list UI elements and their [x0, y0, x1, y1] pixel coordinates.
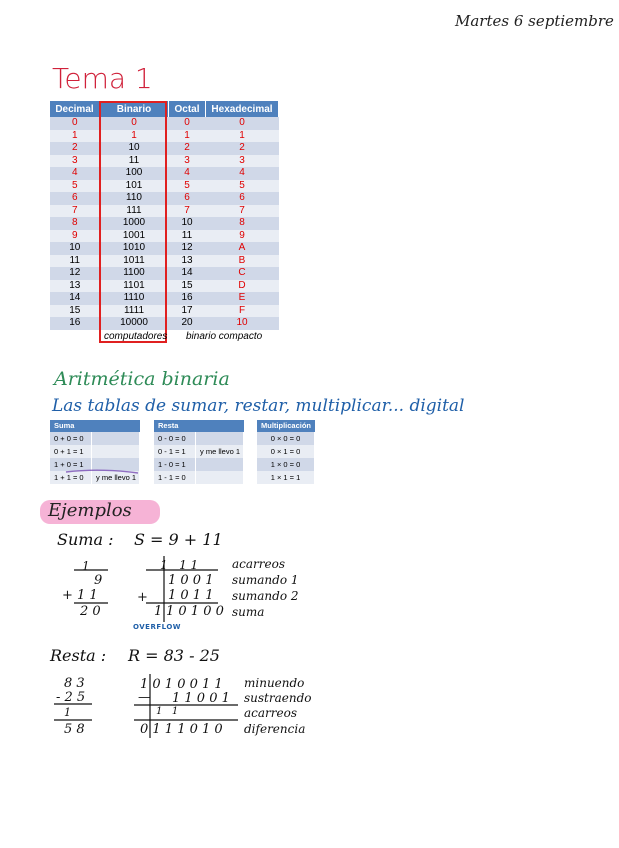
suma-expression: S = 9 + 11 [134, 530, 223, 549]
label-suma: suma [232, 605, 265, 619]
hex-cell: 3 [206, 155, 279, 168]
octal-cell: 2 [169, 142, 206, 155]
op-cell: 0 + 0 = 0 [50, 432, 92, 445]
decimal-cell: 14 [50, 292, 100, 305]
octal-cell: 0 [169, 117, 206, 130]
suma-table-marker-stroke [66, 470, 138, 473]
decimal-cell: 3 [50, 155, 100, 168]
dec-result: 2 0 [80, 604, 101, 619]
resta-dec-a: 8 3 [64, 676, 85, 691]
resta-bin-borrow: 1 1 [156, 706, 179, 717]
label-sumando-1: sumando 1 [232, 573, 299, 587]
resta-bin-result: 0 1 1 1 0 1 0 [140, 722, 223, 737]
op-cell: 0 - 1 = 1 [154, 445, 196, 458]
binario-cell: 10 [100, 142, 169, 155]
op-cell: 1 - 1 = 0 [154, 471, 196, 484]
decimal-cell: 10 [50, 242, 100, 255]
binario-cell: 10000 [100, 317, 169, 330]
bin-overflow-digit: 1 [154, 604, 163, 619]
label-acarreos-resta: acarreos [244, 706, 297, 720]
tablas-note: Las tablas de sumar, restar, multiplicar... digital [52, 396, 465, 416]
octal-cell: 14 [169, 267, 206, 280]
binario-cell: 11 [100, 155, 169, 168]
caption-binario-compacto: binario compacto [186, 331, 263, 342]
binario-cell: 111 [100, 205, 169, 218]
bin-operand-a: 1 0 0 1 [168, 573, 214, 588]
hex-cell: 1 [206, 130, 279, 143]
hex-cell: 2 [206, 142, 279, 155]
caption-computadores: computadores [104, 331, 168, 342]
hex-cell: 5 [206, 180, 279, 193]
binario-cell: 100 [100, 167, 169, 180]
label-diferencia: diferencia [244, 722, 306, 736]
resta-bin-a: 1 0 1 0 0 1 1 [140, 677, 223, 692]
octal-cell: 3 [169, 155, 206, 168]
resta-dec-borrow: 1 [64, 706, 71, 719]
resta-bin-b: 1 1 0 0 1 [172, 691, 230, 706]
label-sustraendo: sustraendo [244, 691, 312, 705]
col-header-decimal: Decimal [50, 101, 100, 117]
octal-cell: 12 [169, 242, 206, 255]
binario-cell: 1100 [100, 267, 169, 280]
hex-cell: C [206, 267, 279, 280]
octal-cell: 1 [169, 130, 206, 143]
decimal-cell: 8 [50, 217, 100, 230]
hex-cell: E [206, 292, 279, 305]
op-cell: 1 - 0 = 1 [154, 458, 196, 471]
date-note: Martes 6 septiembre [455, 12, 614, 30]
op-note-cell: y me llevo 1 [196, 445, 244, 458]
decimal-cell: 0 [50, 117, 100, 130]
octal-cell: 20 [169, 317, 206, 330]
op-cell: 1 + 0 = 1 [50, 458, 92, 471]
binario-cell: 101 [100, 180, 169, 193]
dec-carry: 1 [82, 559, 90, 573]
label-minuendo: minuendo [244, 676, 305, 690]
hex-cell: F [206, 305, 279, 318]
hex-cell: 0 [206, 117, 279, 130]
op-cell: 0 × 0 = 0 [257, 432, 315, 445]
col-header-hexadecimal: Hexadecimal [206, 101, 279, 117]
hex-cell: 9 [206, 230, 279, 243]
bin-result: 1 0 1 0 0 [166, 604, 224, 619]
hex-cell: 10 [206, 317, 279, 330]
decimal-cell: 6 [50, 192, 100, 205]
decimal-cell: 7 [50, 205, 100, 218]
octal-cell: 15 [169, 280, 206, 293]
op-cell: 0 × 1 = 0 [257, 445, 315, 458]
binario-cell: 0 [100, 117, 169, 130]
hex-cell: D [206, 280, 279, 293]
resta-dec-result: 5 8 [64, 722, 85, 737]
binario-cell: 1001 [100, 230, 169, 243]
tema-title: Tema 1 [52, 62, 153, 95]
decimal-cell: 5 [50, 180, 100, 193]
binario-cell: 1110 [100, 292, 169, 305]
binario-cell: 1101 [100, 280, 169, 293]
hex-cell: 8 [206, 217, 279, 230]
col-header-octal: Octal [169, 101, 206, 117]
hex-cell: 7 [206, 205, 279, 218]
decimal-cell: 1 [50, 130, 100, 143]
octal-cell: 13 [169, 255, 206, 268]
octal-cell: 16 [169, 292, 206, 305]
octal-cell: 7 [169, 205, 206, 218]
op-cell: 1 × 1 = 1 [257, 471, 315, 484]
hex-cell: A [206, 242, 279, 255]
resta-bin-minus: — [138, 690, 151, 705]
decimal-cell: 2 [50, 142, 100, 155]
decimal-cell: 11 [50, 255, 100, 268]
octal-cell: 17 [169, 305, 206, 318]
bin-operand-b: 1 0 1 1 [168, 588, 214, 603]
dec-operand-a: 9 [94, 573, 103, 588]
op-note-cell: y me llevo 1 [92, 471, 140, 484]
decimal-cell: 12 [50, 267, 100, 280]
bin-carries: 1 1 1 [160, 558, 199, 572]
resta-dec-b: - 2 5 [56, 690, 86, 705]
label-sumando-2: sumando 2 [232, 589, 299, 603]
resta-label: Resta : [50, 646, 107, 665]
binario-cell: 1111 [100, 305, 169, 318]
octal-cell: 5 [169, 180, 206, 193]
op-cell: 0 - 0 = 0 [154, 432, 196, 445]
aritmetica-title: Aritmética binaria [54, 368, 230, 390]
binario-cell: 1011 [100, 255, 169, 268]
dec-operand-b: + 1 1 [62, 588, 98, 603]
decimal-cell: 9 [50, 230, 100, 243]
hex-cell: 4 [206, 167, 279, 180]
binario-cell: 1 [100, 130, 169, 143]
binario-cell: 110 [100, 192, 169, 205]
op-cell: 1 + 1 = 0 [50, 471, 92, 484]
decimal-cell: 13 [50, 280, 100, 293]
op-cell: 1 × 0 = 0 [257, 458, 315, 471]
label-acarreos: acarreos [232, 557, 285, 571]
resta-table-header: Resta [154, 420, 244, 432]
binario-cell: 1000 [100, 217, 169, 230]
decimal-cell: 15 [50, 305, 100, 318]
octal-cell: 10 [169, 217, 206, 230]
hex-cell: B [206, 255, 279, 268]
suma-table-header: Suma [50, 420, 140, 432]
octal-cell: 11 [169, 230, 206, 243]
op-cell: 0 + 1 = 1 [50, 445, 92, 458]
octal-cell: 4 [169, 167, 206, 180]
octal-cell: 6 [169, 192, 206, 205]
binario-cell: 1010 [100, 242, 169, 255]
hex-cell: 6 [206, 192, 279, 205]
decimal-cell: 16 [50, 317, 100, 330]
overflow-label: OVERFLOW [133, 623, 182, 631]
bin-plus: + [137, 590, 148, 605]
decimal-cell: 4 [50, 167, 100, 180]
resta-expression: R = 83 - 25 [128, 646, 220, 665]
ejemplos-title: Ejemplos [48, 500, 132, 521]
col-header-binario: Binario [100, 101, 169, 117]
suma-label: Suma : [57, 530, 114, 549]
mult-table-header: Multiplicación [257, 420, 315, 432]
